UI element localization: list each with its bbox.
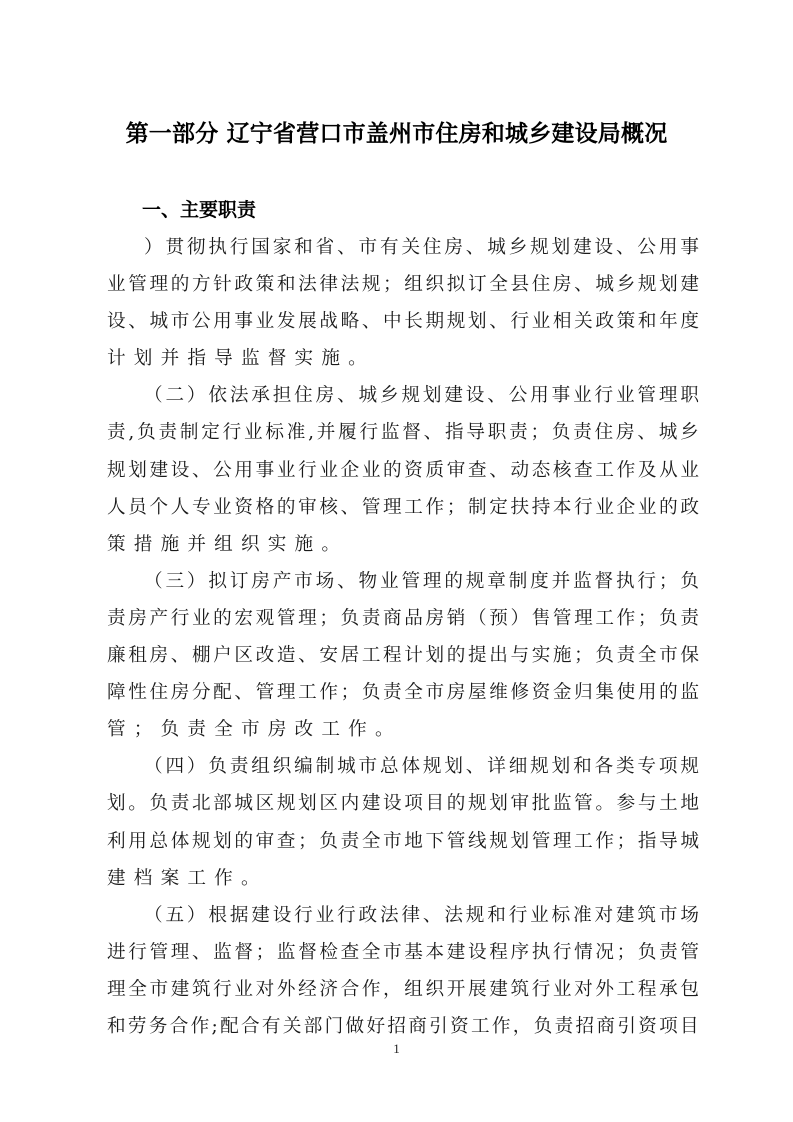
text-line: 规 划 建 设 、 公 用 事 业 行 业 企 业 的 资 质 审 查 、 动 态 核 查 工 作 及 从 业 xyxy=(107,459,699,481)
text-line: 划 。 负 责 北 部 城 区 规 划 区 内 建 设 项 目 的 规 划 审 批 监 管 。 参 与 土 地 xyxy=(107,793,699,815)
paragraph xyxy=(107,748,699,896)
paragraph xyxy=(107,377,699,562)
text-line: 管；负责全市房改工作。 xyxy=(107,719,402,741)
text-line: （ 四 ） 负 责 组 织 编 制 城 市 总 体 规 划 、 详 细 规 划 和 各 类 专 项 规 xyxy=(144,756,699,778)
text-line: （ 五 ） 根 据 建 设 行 业 行 政 法 律 、 法 规 和 行 业 标 准 对 建 筑 市 场 xyxy=(144,904,699,926)
text-line: （ 二 ） 依 法 承 担 住 房 、 城 乡 规 划 建 设 、 公 用 事 业 行 业 管 理 职 xyxy=(144,385,699,407)
text-line: ） 贯 彻 执 行 国 家 和 省 、 市 有 关 住 房 、 城 乡 规 划 建 设 、 公 用 事 xyxy=(144,237,699,258)
text-line: 人 员 个 人 专 业 资 格 的 审 核 、 管 理 工 作 ； 制 定 扶 持 本 行 业 企 业 的 政 xyxy=(107,496,699,518)
document-body xyxy=(107,229,699,1045)
text-line: 责 , 负 责 制 定 行 业 标 准 , 并 履 行 监 督 、 指 导 职 责 ； 负 责 住 房 、 城 乡 xyxy=(107,422,699,444)
paragraph xyxy=(107,229,699,377)
section-heading: 一、主要职责 xyxy=(142,199,257,221)
text-line: 建档案工作。 xyxy=(107,867,268,889)
text-line: 廉 租 房 、 棚 户 区 改 造 、 安 居 工 程 计 划 的 提 出 与 实 施 ； 负 责 全 市 保 xyxy=(107,645,699,667)
page-number: 1 xyxy=(393,1041,400,1056)
text-line: 设 、 城 市 公 用 事 业 发 展 战 略 、 中 长 期 规 划 、 行 业 相 关 政 策 和 年 度 xyxy=(107,311,699,333)
text-line: 利 用 总 体 规 划 的 审 查 ； 负 责 全 市 地 下 管 线 规 划 管 理 工 作 ； 指 导 城 xyxy=(107,830,699,852)
text-line: 进 行 管 理 、 监 督 ； 监 督 检 查 全 市 基 本 建 设 程 序 执 行 情 况 ； 负 责 管 xyxy=(107,941,699,963)
text-line: 策措施并组织实施。 xyxy=(107,533,349,555)
paragraph xyxy=(107,563,699,748)
text-line: 业 管 理 的 方 针 政 策 和 法 律 法 规 ； 组 织 拟 订 全 县 住 房 、 城 乡 规 划 建 xyxy=(107,274,699,296)
text-line: 理 全 市 建 筑 行 业 对 外 经 济 合 作 ， 组 织 开 展 建 筑 行 业 对 外 工 程 承 包 xyxy=(107,978,699,1000)
paragraph xyxy=(107,897,699,1045)
text-line: 责 房 产 行 业 的 宏 观 管 理 ； 负 责 商 品 房 销 （ 预 ） 售 管 理 工 作 ； 负 责 xyxy=(107,607,699,629)
text-line: （ 三 ） 拟 订 房 产 市 场 、 物 业 管 理 的 规 章 制 度 并 监 督 执 行 ； 负 xyxy=(144,570,699,592)
text-line: 计划并指导监督实施。 xyxy=(107,348,375,370)
page-title: 第一部分 辽宁省营口市盖州市住房和城乡建设局概况 xyxy=(125,121,668,147)
text-line: 障 性 住 房 分 配 、 管 理 工 作 ； 负 责 全 市 房 屋 维 修 资 金 归 集 使 用 的 监 xyxy=(107,682,699,704)
text-line: 和 劳 务 合 作 ; 配 合 有 关 部 门 做 好 招 商 引 资 工 作 ， 负 责 招 商 引 资 项 目 xyxy=(107,1015,699,1037)
